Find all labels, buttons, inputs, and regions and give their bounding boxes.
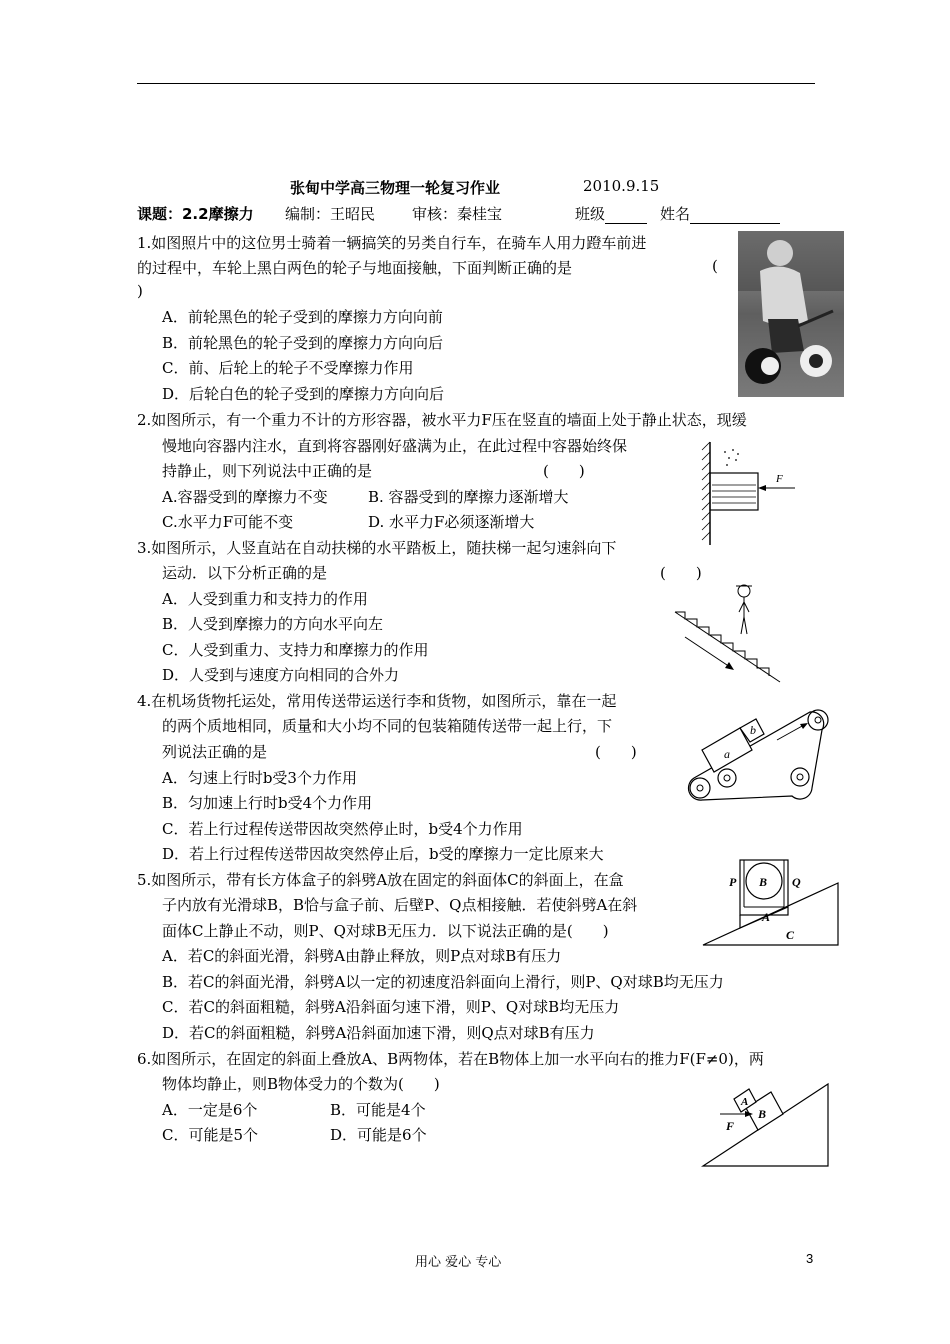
page-date: 2010.9.15 [583,177,660,195]
q5-option-a: A．若C的斜面光滑，斜劈A由静止释放，则P点对球B有压力 [162,947,562,965]
q5-option-c: C．若C的斜面粗糙，斜劈A沿斜面匀速下滑，则P、Q对球B均无压力 [162,998,620,1016]
q2-bracket: ( ) [543,462,585,480]
q6-stem-line-2: 物体均静止，则B物体受力的个数为( ) [162,1075,440,1093]
q2-stem-line-1: 2.如图所示，有一个重力不计的方形容器，被水平力F压在竖直的墙面上处于静止状态，现缓 [137,411,747,429]
q2-option-a: A.容器受到的摩擦力不变 [162,488,328,506]
q4-option-d: D．若上行过程传送带因故突然停止后，b受的摩擦力一定比原来大 [162,845,604,863]
q3-stem-line-2: 运动．以下分析正确的是 [162,564,328,582]
q2-container-figure [700,440,805,548]
q2-option-b: B. 容器受到的摩擦力逐渐增大 [368,488,569,506]
q1-bicycle-photo [738,231,844,397]
q2-stem-line-2: 慢地向容器内注水，直到将容器刚好盛满为止，在此过程中容器始终保 [162,437,628,455]
q3-option-b: B．人受到摩擦力的方向水平向左 [162,615,384,633]
q4-stem-line-3: 列说法正确的是 [162,743,268,761]
q1-option-a: A．前轮黑色的轮子受到的摩擦力方向向前 [162,308,443,326]
q4-option-c: C．若上行过程传送带因故突然停止时，b受4个力作用 [162,820,523,838]
q2-option-c: C.水平力F可能不变 [162,513,294,531]
q3-escalator-figure [670,582,785,685]
q6-option-b: B．可能是4个 [330,1101,426,1119]
class-blank [605,223,647,224]
q1-option-d: D．后轮白色的轮子受到的摩擦力方向向后 [162,385,445,403]
name-label: 姓名 [660,205,691,223]
q1-stem-line-3: ) [137,282,143,300]
q1-stem-line-2: 的过程中，车轮上黑白两色的轮子与地面接触，下面判断正确的是 [137,259,573,277]
q4-stem-line-2: 的两个质地相同，质量和大小均不同的包装箱随传送带一起上行，下 [162,717,613,735]
header-rule [137,83,815,84]
q6-label-b: B [758,1107,767,1121]
q6-label-f: F [726,1119,735,1133]
reviewer-label: 审核：秦桂宝 [412,205,503,223]
q5-option-d: D．若C的斜面粗糙，斜劈A沿斜面加速下滑，则Q点对球B有压力 [162,1024,595,1042]
q2-force-label: F [776,473,783,485]
q4-box-a-label: a [724,747,730,761]
q1-bracket-open: ( [712,257,718,275]
q1-option-b: B．前轮黑色的轮子受到的摩擦力方向向后 [162,334,444,352]
q5-label-p: P [729,875,737,889]
q1-stem-line-1: 1.如图照片中的这位男士骑着一辆搞笑的另类自行车，在骑车人用力蹬车前进 [137,234,647,252]
class-field [575,203,647,224]
q6-incline-figure [698,1078,833,1170]
q4-stem-line-1: 4.在机场货物托运处，常用传送带运送行李和货物，如图所示，靠在一起 [137,692,617,710]
page-title: 张甸中学高三物理一轮复习作业 [290,179,501,197]
q1-option-c: C．前、后轮上的轮子不受摩擦力作用 [162,359,414,377]
q2-option-d: D. 水平力F必须逐渐增大 [368,513,535,531]
q3-stem-line-1: 3.如图所示，人竖直站在自动扶梯的水平踏板上，随扶梯一起匀速斜向下 [137,539,617,557]
q5-label-c: C [786,928,795,942]
q6-option-a: A．一定是6个 [162,1101,258,1119]
q5-stem-line-1: 5.如图所示，带有长方体盒子的斜劈A放在固定的斜面体C的斜面上，在盒 [137,871,624,889]
footer-motto: 用心 爱心 专心 [415,1255,502,1270]
q6-label-a: A [741,1096,749,1108]
q2-stem-line-3: 持静止，则下列说法中正确的是 [162,462,373,480]
q3-bracket: ( ) [660,564,702,582]
q4-conveyor-figure [682,700,837,808]
editor-label: 编制：王昭民 [285,205,376,223]
q3-option-a: A．人受到重力和支持力的作用 [162,590,368,608]
q5-wedge-figure [700,855,840,947]
q4-option-a: A．匀速上行时b受3个力作用 [162,769,357,787]
q4-option-b: B．匀加速上行时b受4个力作用 [162,794,373,812]
q5-label-q: Q [792,875,801,889]
q5-option-b: B．若C的斜面光滑，斜劈A以一定的初速度沿斜面向上滑行，则P、Q对球B均无压力 [162,973,724,991]
topic-label: 课题：2.2摩擦力 [137,205,254,223]
q5-label-a: A [762,910,771,924]
page-number: 3 [806,1251,814,1266]
q4-bracket: ( ) [595,743,637,761]
q6-stem-line-1: 6.如图所示，在固定的斜面上叠放A、B两物体，若在B物体上加一水平向右的推力F(F≠0)，两 [137,1050,764,1068]
q6-option-c: C．可能是5个 [162,1126,259,1144]
name-field [660,203,780,224]
q3-option-c: C．人受到重力、支持力和摩擦力的作用 [162,641,429,659]
q3-option-d: D．人受到与速度方向相同的合外力 [162,666,400,684]
q5-label-b: B [759,875,768,889]
q4-box-b-label: b [750,723,756,737]
class-label: 班级 [575,205,606,223]
q6-option-d: D．可能是6个 [330,1126,427,1144]
q5-stem-line-3: 面体C上静止不动，则P、Q对球B无压力．以下说法正确的是( ) [162,922,609,940]
name-blank [690,223,780,224]
q5-stem-line-2: 子内放有光滑球B，B恰与盒子前、后壁P、Q点相接触．若使斜劈A在斜 [162,896,638,914]
